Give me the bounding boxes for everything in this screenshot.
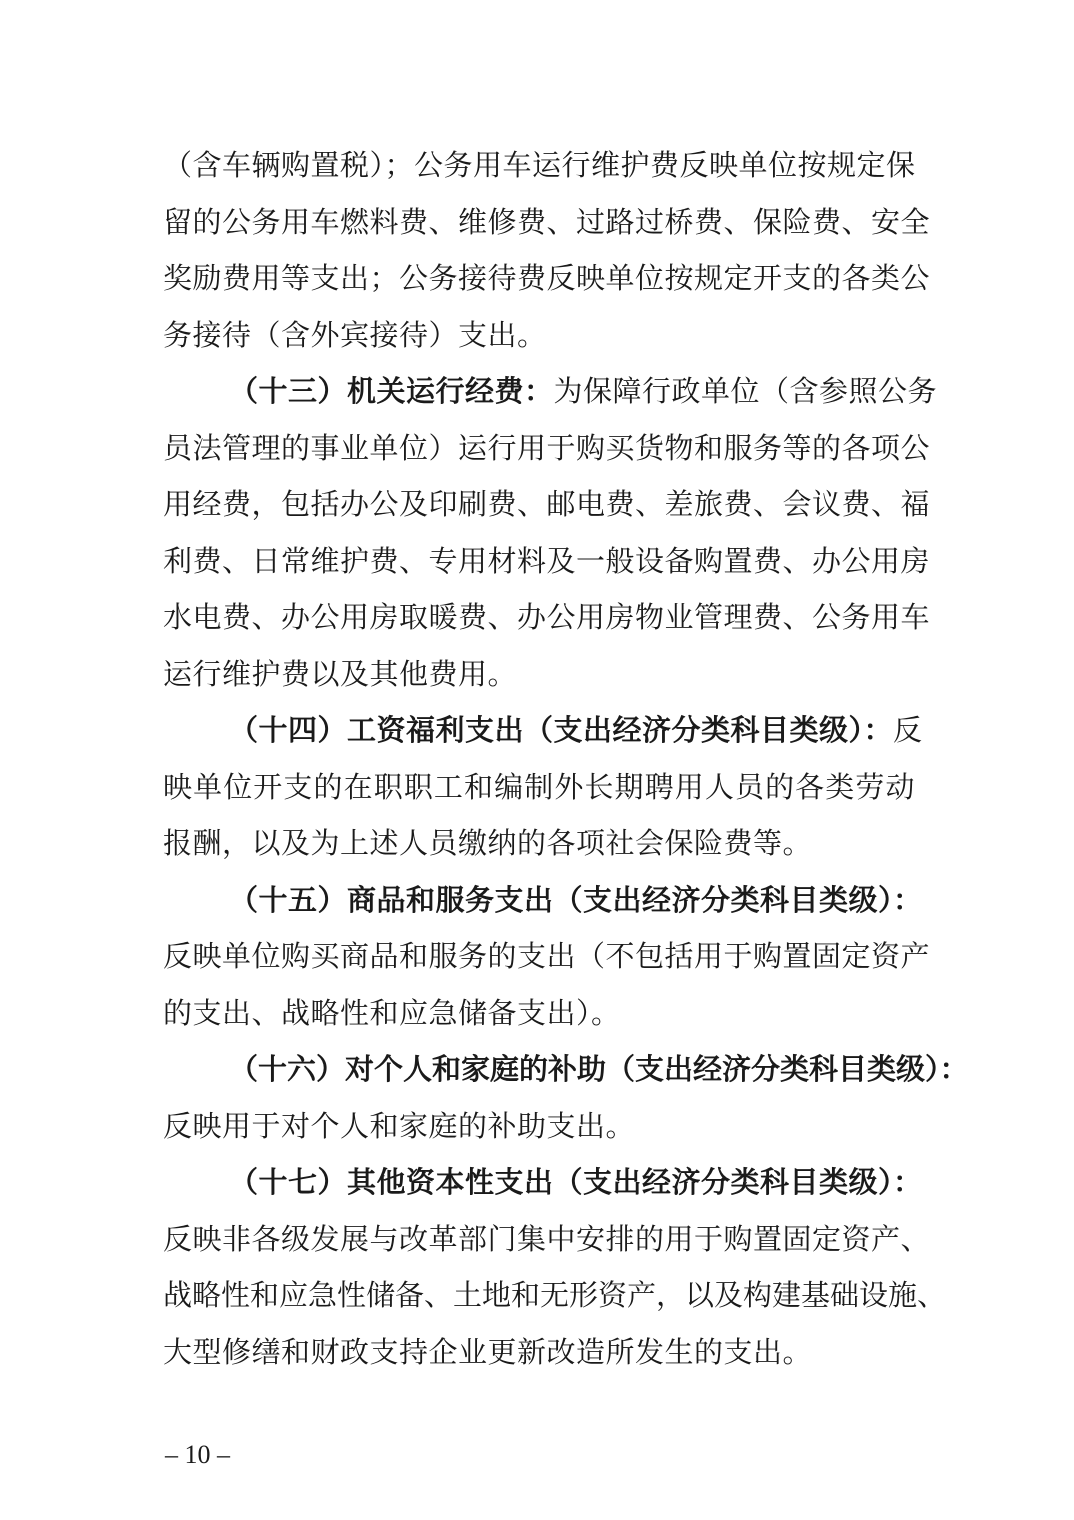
paragraph-line: 大型修缮和财政支持企业更新改造所发生的支出。 — [163, 1334, 813, 1369]
paragraph-line: 员法管理的事业单位）运行用于购买货物和服务等的各项公 — [163, 430, 931, 465]
section-17-first-line — [163, 1154, 923, 1211]
page-number: – 10 – — [165, 1440, 230, 1469]
paragraph-line: 务接待（含外宾接待）支出。 — [163, 317, 547, 352]
section-16-heading: （十六）对个人和家庭的补助（支出经济分类科目类级）： — [229, 1052, 969, 1086]
paragraph-line: 的支出、战略性和应急储备支出）。 — [163, 995, 621, 1030]
section-16-first-line — [163, 1041, 969, 1098]
paragraph-line: 反映非各级发展与改革部门集中安排的用于购置固定资产、 — [163, 1221, 931, 1256]
paragraph-line: 留的公务用车燃料费、维修费、过路过桥费、保险费、安全 — [163, 204, 931, 239]
section-14-first-line — [163, 702, 923, 759]
section-15-heading: （十五）商品和服务支出（支出经济分类科目类级）： — [229, 882, 923, 917]
paragraph-line: 战略性和应急性储备、土地和无形资产，以及构建基础设施、 — [163, 1278, 947, 1312]
paragraph-line: 利费、日常维护费、专用材料及一般设备购置费、办公用房 — [163, 543, 931, 578]
paragraph-line: 反映单位购买商品和服务的支出（不包括用于购置固定资产 — [163, 939, 931, 973]
paragraph-line: 用经费，包括办公及印刷费、邮电费、差旅费、会议费、福 — [163, 487, 931, 521]
section-13-first-line — [163, 363, 938, 420]
paragraph-line: 奖励费用等支出；公务接待费反映单位按规定开支的各类公 — [163, 261, 931, 295]
section-13-first-line-text: 为保障行政单位（含参照公务 — [553, 374, 938, 408]
paragraph-line: 映单位开支的在职职工和编制外长期聘用人员的各类劳动 — [163, 769, 915, 804]
section-14-heading: （十四）工资福利支出（支出经济分类科目类级）： — [229, 713, 894, 747]
paragraph-line: 水电费、办公用房取暖费、办公用房物业管理费、公务用车 — [163, 600, 931, 634]
paragraph-line: 反映用于对个人和家庭的补助支出。 — [163, 1108, 636, 1143]
paragraph-line: 报酬，以及为上述人员缴纳的各项社会保险费等。 — [163, 826, 813, 860]
section-15-first-line — [163, 872, 923, 929]
document-body — [163, 137, 969, 1380]
paragraph-line: （含车辆购置税）；公务用车运行维护费反映单位按规定保 — [163, 148, 916, 182]
section-14-first-line-text: 反 — [893, 713, 923, 747]
section-13-heading: （十三）机关运行经费： — [229, 374, 554, 408]
section-17-heading: （十七）其他资本性支出（支出经济分类科目类级）： — [229, 1165, 923, 1199]
paragraph-line: 运行维护费以及其他费用。 — [163, 656, 518, 691]
